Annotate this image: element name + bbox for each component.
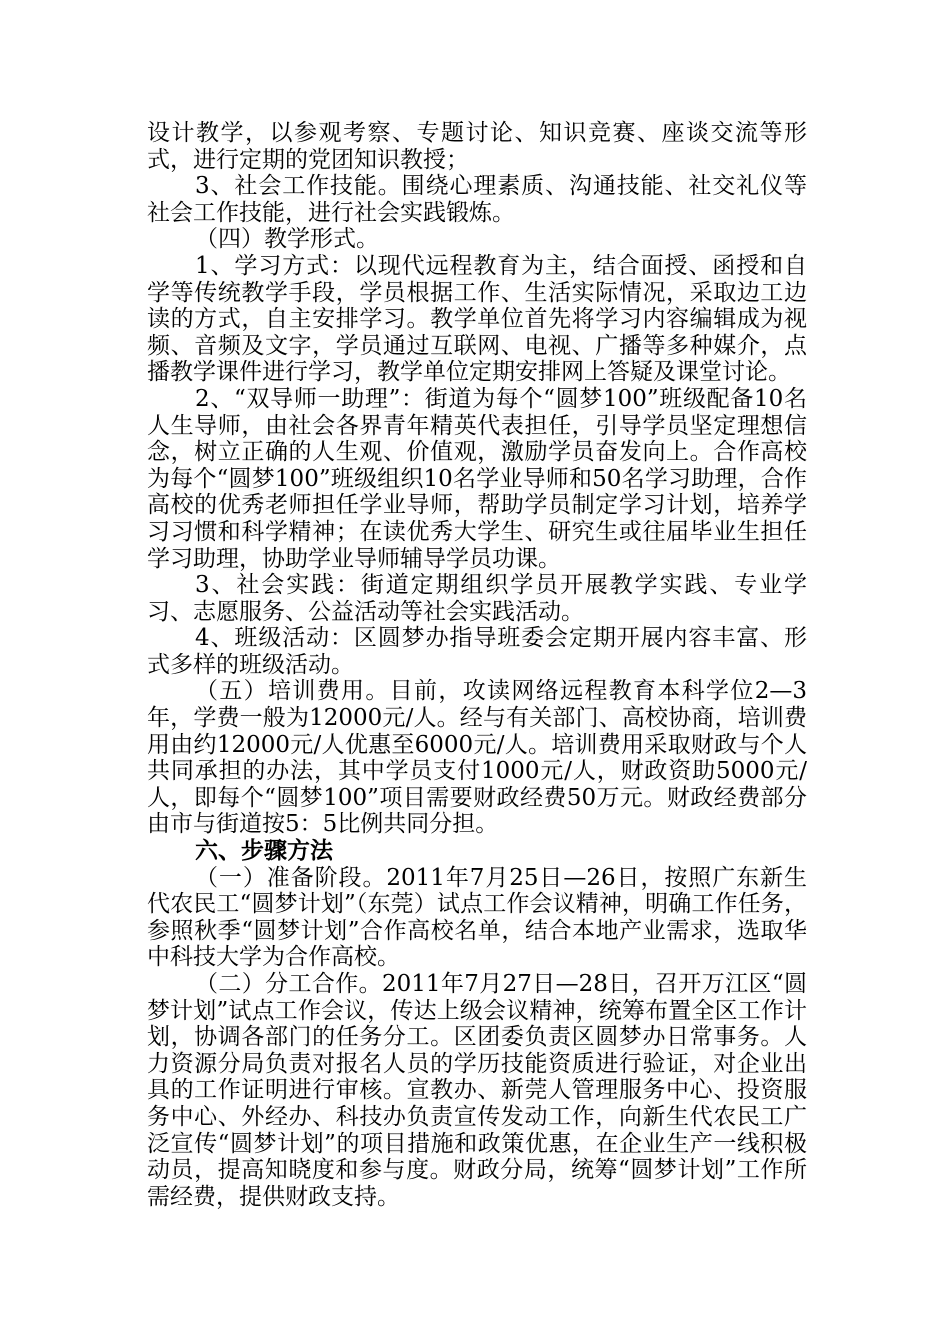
paragraph-preparation-stage: （一）准备阶段。2011年7月25日—26日，按照广东新生代农民工“圆梦计划”（东莞）试点工作会议精神，明确工作任务，参照秋季“圆梦计划”合作高校名单，结合本地产业需求，选取华中科技大学为合作高校。 <box>147 864 807 971</box>
section-heading-steps: 六、步骤方法 <box>195 837 333 865</box>
paragraph-division-of-labor: （二）分工合作。2011年7月27日—28日，召开万江区“圆梦计划”试点工作会议，传达上级会议精神，统筹布置全区工作计划，协调各部门的任务分工。区团委负责区圆梦办日常事务。人力资源分局负责对报名人员的学历技能资质进行验证，对企业出具的工作证明进行审核。宣教办、新莞人管理服务中心、投资服务中心、外经办、科技办负责宣传发动工作，向新生代农民工广泛宣传“圆梦计划”的项目措施和政策优惠，在企业生产一线积极动员，提高知晓度和参与度。财政分局，统筹“圆梦计划”工作所需经费，提供财政支持。 <box>147 971 807 1210</box>
paragraph-training-cost: （五）培训费用。目前，攻读网络远程教育本科学位2—3年，学费一般为12000元/人。经与有关部门、高校协商，培训费用由约12000元/人优惠至6000元/人。培训费用采取财政与个人共同承担的办法，其中学员支付1000元/人，财政资助5000元/人，即每个“圆梦100”项目需要财政经费50万元。财政经费部分由市与街道按5：5比例共同分担。 <box>147 678 807 838</box>
paragraph-class-activities: 4、班级活动：区圆梦办指导班委会定期开展内容丰富、形式多样的班级活动。 <box>147 625 807 678</box>
section-heading-teaching-form: （四）教学形式。 <box>195 226 379 253</box>
document-page <box>147 120 807 1210</box>
paragraph-teaching-design: 设计教学，以参观考察、专题讨论、知识竞赛、座谈交流等形式，进行定期的党团知识教授； <box>147 120 807 173</box>
paragraph-social-skills: 3、社会工作技能。围绕心理素质、沟通技能、社交礼仪等社会工作技能，进行社会实践锻炼。 <box>147 173 807 226</box>
paragraph-social-practice: 3、社会实践：街道定期组织学员开展教学实践、专业学习、志愿服务、公益活动等社会实践活动。 <box>147 572 807 625</box>
paragraph-dual-mentor: 2、“双导师一助理”：街道为每个“圆梦100”班级配备10名人生导师，由社会各界青年精英代表担任，引导学员坚定理想信念，树立正确的人生观、价值观，激励学员奋发向上。合作高校为每个“圆梦100”班级组织10名学业导师和50名学习助理，合作高校的优秀老师担任学业导师，帮助学员制定学习计划，培养学习习惯和科学精神；在读优秀大学生、研究生或往届毕业生担任学习助理，协助学业导师辅导学员功课。 <box>147 385 807 572</box>
paragraph-learning-method: 1、学习方式：以现代远程教育为主，结合面授、函授和自学等传统教学手段，学员根据工作、生活实际情况，采取边工边读的方式，自主安排学习。教学单位首先将学习内容编辑成为视频、音频及文字，学员通过互联网、电视、广播等多种媒介，点播教学课件进行学习，教学单位定期安排网上答疑及课堂讨论。 <box>147 252 807 386</box>
